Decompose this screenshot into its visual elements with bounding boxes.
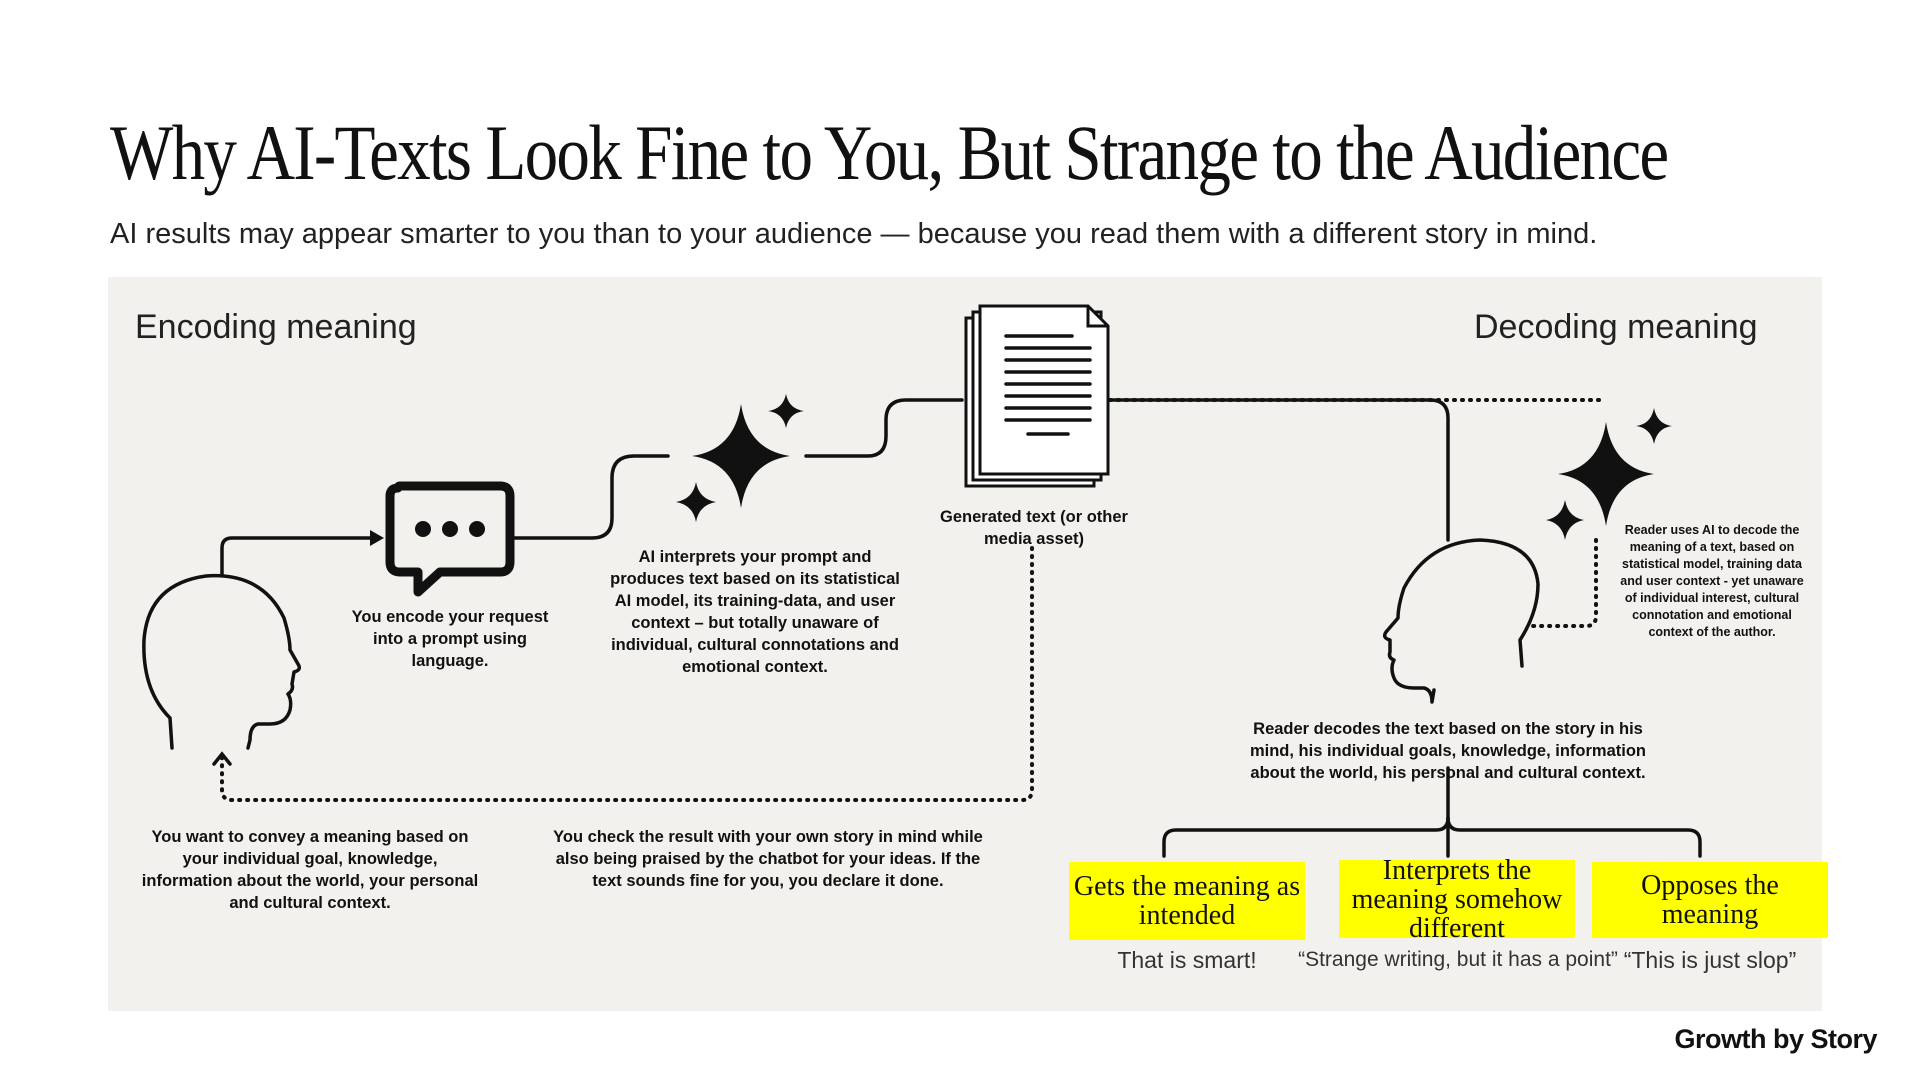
quote-opposes: “This is just slop”	[1623, 947, 1797, 973]
sparkle-ai-reader-icon	[1546, 408, 1672, 540]
outcome-box-different: Interprets the meaning somehow different	[1339, 860, 1575, 938]
head-left-icon	[144, 576, 299, 748]
quote-different: “Strange writing, but it has a point”	[1298, 948, 1618, 971]
sparkle-ai-icon	[676, 394, 804, 522]
page-subtitle: AI results may appear smarter to you than to your audience — because you read them with a different story in mind.	[110, 218, 1598, 250]
chat-bubble-icon	[390, 486, 510, 592]
line-document-to-reader	[1110, 400, 1448, 540]
encoding-label: Encoding meaning	[135, 308, 417, 346]
page-title: Why AI-Texts Look Fine to You, But Strange to the Audience	[110, 109, 1668, 196]
outcome-box-opposes: Opposes the meaning	[1592, 862, 1828, 938]
check-result-text: You check the result with your own story in mind while also being praised by the chatbot for your ideas. If the text sounds fine for you, you declare it done.	[553, 828, 983, 890]
brand-logo: Growth by Story	[1674, 1024, 1877, 1054]
head-reader-icon	[1385, 540, 1538, 702]
document-stack-icon	[966, 306, 1108, 486]
convey-meaning-text: You want to convey a meaning based on your individual goal, knowledge, information about the world, your personal and cultural context.	[141, 828, 479, 912]
decoding-label: Decoding meaning	[1474, 308, 1758, 346]
reader-decodes-text: Reader decodes the text based on the story in his mind, his individual goals, knowledge, information about the world, his personal and cultural context.	[1249, 720, 1647, 782]
dotted-ai-to-reader	[1530, 540, 1596, 626]
ai-interprets-text: AI interprets your prompt and produces text based on its statistical AI model, its training-data, and user context – but totally unaware of individual, cultural connotations and emotional context.	[610, 548, 900, 676]
line-ai-to-document	[806, 400, 962, 456]
line-head-to-prompt	[222, 538, 372, 575]
arrow-to-prompt	[370, 530, 384, 546]
outcome-box-intended: Gets the meaning as intended	[1069, 862, 1305, 940]
quote-intended: That is smart!	[1117, 947, 1257, 973]
generated-text-label: Generated text (or other media asset)	[940, 508, 1128, 548]
line-prompt-to-ai	[512, 456, 668, 538]
reader-ai-text: Reader uses AI to decode the meaning of a text, based on statistical model, training data and user context - yet unaware of individual interest, cultural connotation and emotional context of the author.	[1620, 523, 1804, 639]
encode-prompt-text: You encode your request into a prompt using language.	[351, 608, 549, 670]
